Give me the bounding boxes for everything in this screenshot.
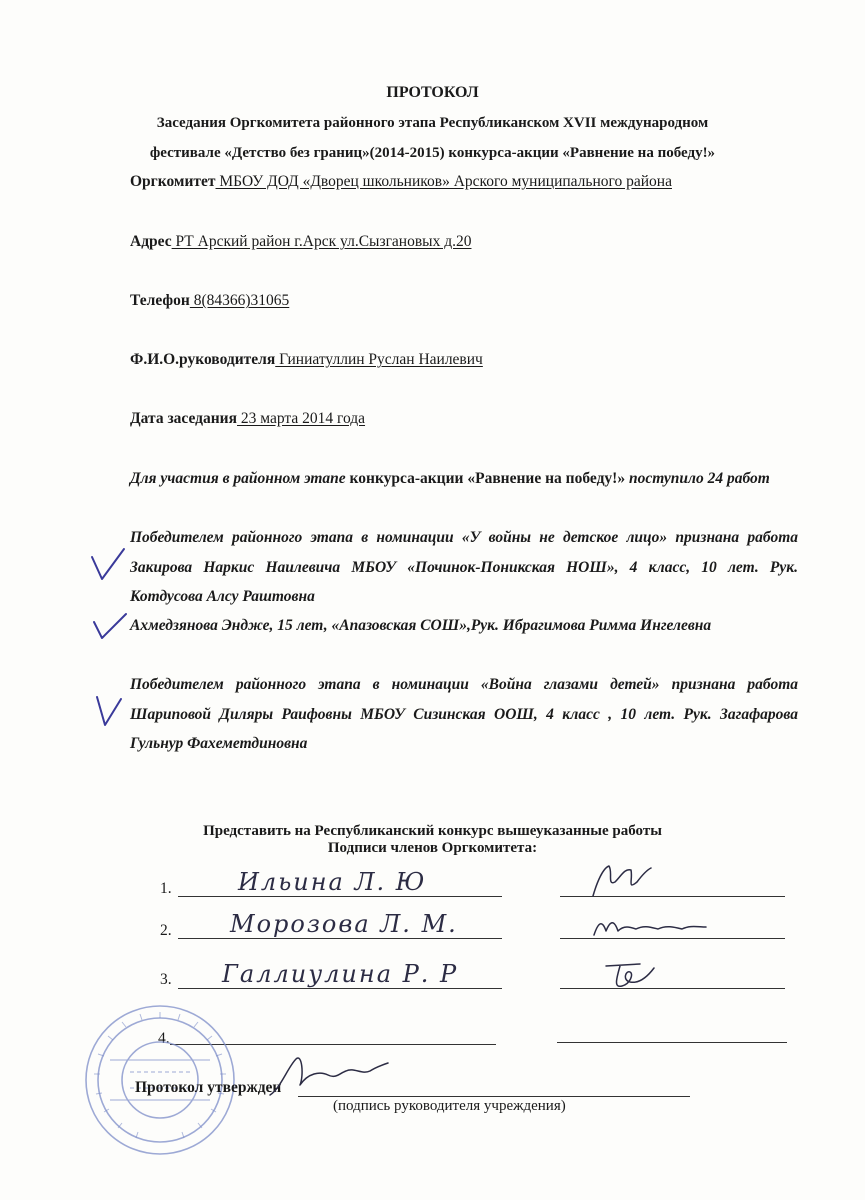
field-director-value: Гиниатуллин Руслан Наилевич: [275, 351, 483, 368]
signature-3-icon: [600, 958, 660, 994]
signature-2-icon: [590, 915, 710, 941]
field-phone-label: Телефон: [130, 292, 190, 309]
field-address-value: РТ Арский район г.Арск ул.Сызгановых д.20: [171, 233, 472, 250]
winner1b-paragraph: Ахмедзянова Эндже, 15 лет, «Апазовская СОШ»,Рук. Ибрагимова Римма Ингелевна: [130, 617, 712, 634]
field-orgcommittee-value: МБОУ ДОД «Дворец школьников» Арского муниципального района: [215, 173, 672, 190]
field-meeting-date-label: Дата заседания: [130, 410, 238, 427]
signature-name-line: [178, 938, 502, 939]
signature-name-line: [178, 988, 502, 989]
signature-line: [557, 1042, 787, 1043]
handwritten-name-2: Морозова Л. М.: [230, 910, 458, 938]
winner2-paragraph: Победителем районного этапа в номинации «Война глазами детей» признана работа Шариповой Диляры Раифовны МБОУ Сизинская ООШ, 4 класс , 10 лет. Рук. Загафарова Гульнур Фахеметдиновна: [130, 676, 798, 752]
signature-1-icon: [585, 862, 655, 900]
approved-label: Протокол утвержден: [135, 1079, 282, 1096]
signature-number-4: 4.: [158, 1030, 170, 1047]
field-meeting-date-value: 23 марта 2014 года: [237, 410, 366, 427]
check-mark-icon: [90, 610, 130, 642]
signature-line: [560, 988, 785, 989]
director-signature-icon: [262, 1045, 392, 1101]
signature-number-2: 2.: [160, 922, 172, 939]
winner1-paragraph: Победителем районного этапа в номинации «У войны не детское лицо» признана работа Закирова Наркис Наилевича МБОУ «Починок-Поникская НОШ», 4 класс, 10 лет. Рук. Котдусова Алсу Раштовна: [130, 529, 798, 605]
field-meeting-date: [130, 410, 365, 428]
handwritten-name-3: Галлиулина Р. Р: [222, 960, 459, 988]
intro-paragraph: [130, 464, 798, 494]
intro-post: поступило 24 работ: [625, 470, 770, 487]
submit-statement: Представить на Республиканский конкурс вышеуказанные работы: [203, 823, 662, 839]
document-title: ПРОТОКОЛ: [386, 84, 479, 101]
field-phone: [130, 292, 289, 310]
check-mark-icon: [88, 545, 128, 585]
document-subtitle-line1: Заседания Оргкомитета районного этапа Республиканском XVII международном: [156, 115, 709, 131]
signatures-title: Подписи членов Оргкомитета:: [327, 840, 538, 856]
field-address: [130, 233, 471, 251]
approval-caption: (подпись руководителя учреждения): [333, 1098, 566, 1114]
field-director: [130, 351, 483, 369]
intro-bold: конкурса-акции «Равнение на победу!»: [349, 470, 626, 487]
field-director-label: Ф.И.О.руководителя: [130, 351, 276, 368]
field-orgcommittee: [130, 173, 672, 191]
document-subtitle-line2: фестивале «Детство без границ»(2014-2015) конкурса-акции «Равнение на победу!»: [149, 145, 716, 161]
intro-pre: Для участия в районном этапе: [130, 470, 350, 487]
field-orgcommittee-label: Оргкомитет: [130, 173, 216, 190]
field-phone-value: 8(84366)31065: [189, 292, 290, 309]
handwritten-name-1: Ильина Л. Ю: [238, 868, 427, 896]
signature-number-1: 1.: [160, 880, 172, 897]
check-mark-icon: [93, 693, 129, 729]
signature-name-line: [178, 896, 502, 897]
signature-number-3: 3.: [160, 971, 172, 988]
field-address-label: Адрес: [130, 233, 172, 250]
